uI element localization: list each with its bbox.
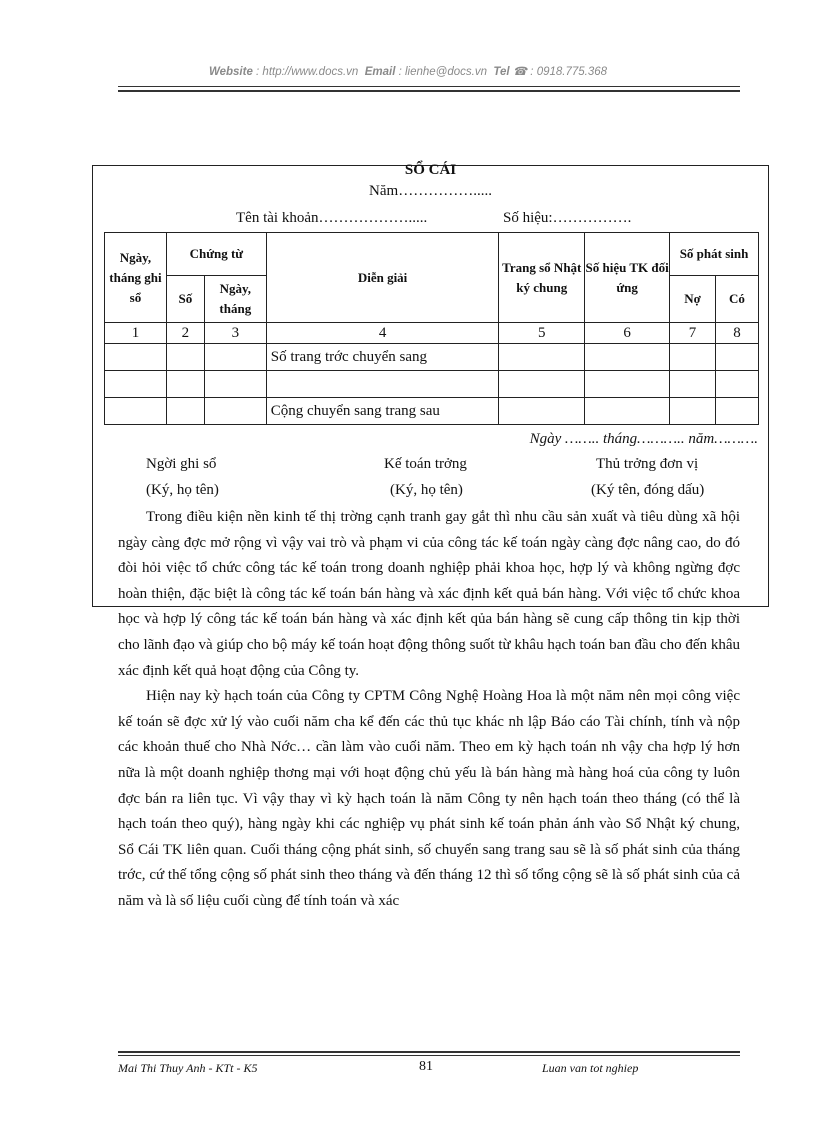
paragraph: Trong điều kiện nền kinh tế thị trờng cạnh tranh gay gắt thì nhu cầu sản xuất và tiêu dùng xã hội ngày càng đợc mở rộng vì vậy vai trò và phạm vi của công tác kế toán ngày càng đợc nâng cao, do đó đòi hỏi việc tổ chức công tác kế toán trong doanh nghiệp phải khoa học, hợp lý và không ngừng đợc hoàn thiện, đặc biệt là công tác kế toán bán hàng và xác định kết quả bán hàng. Với việc tổ chức khoa học và hợp lý công tác kế toán bán hàng và xác định kết qủa bán hàng sẽ cung cấp thông tin kịp thời cho lãnh đạo và giúp cho bộ máy kế toán hoạt động thông suốt từ khâu hạch toán ban đầu cho đến khâu xác định kết quả hoạt động của Công ty. xyxy=(118,509,740,679)
col-header-contra-account: Số hiệu TK đối ứng xyxy=(585,233,670,323)
email-label: Email xyxy=(364,66,396,78)
page-number: 81 xyxy=(419,1059,433,1074)
website-value[interactable]: : http://www.docs.vn xyxy=(256,66,359,78)
signature-role-director: Thủ trởng đơn vị xyxy=(596,456,699,472)
table-row xyxy=(105,344,759,371)
col-header-debit: Nợ xyxy=(670,276,716,323)
row-label-carry-forward: Cộng chuyển sang trang sau xyxy=(266,398,499,425)
col-number: 5 xyxy=(499,323,585,344)
col-header-date: Ngày, tháng ghi sổ xyxy=(105,233,167,323)
col-header-voucher-date: Ngày, tháng xyxy=(204,276,266,323)
footer-doc-type: Luan van tot nghiep xyxy=(542,1061,639,1075)
account-code-line: Số hiệu:……………. xyxy=(503,210,632,226)
row-label-empty xyxy=(266,371,499,398)
col-header-voucher-no: Số xyxy=(166,276,204,323)
header-rule-bottom xyxy=(118,90,740,92)
ledger-table xyxy=(104,232,759,425)
signature-note-director: (Ký tên, đóng dấu) xyxy=(591,482,705,498)
paragraph: Hiện nay kỳ hạch toán của Công ty CPTM Công Nghệ Hoàng Hoa là một năm nên mọi công việc kế toán sẽ đợc xử lý vào cuối năm cha kể đến các thủ tục khác nh lập Báo cáo Tài chính, tính và nộp các khoản thuế cho Nhà Nớc… cần làm vào cuối năm. Theo em kỳ hạch toán nh vậy cha hợp lý hơn nữa là một doanh nghiệp thơng mại với hoạt động chủ yếu là bán hàng mà hàng hoá của công ty luôn đợc bán ra liên tục. Vì vậy thay vì kỳ hạch toán là năm Công ty nên hạch toán theo tháng (có thể là hạch toán theo quý), hàng ngày khi các nghiệp vụ phát sinh kế toán phản ánh vào Sổ Nhật ký chung, Sổ Cái TK liên quan. Cuối tháng cộng phát sinh, số chuyển sang trang sau sẽ là số phát sinh của tháng trớc, cứ thế tổng cộng số phát sinh theo tháng và đến tháng 12 thì số tổng cộng sẽ là số phát sinh của cả năm và là số liệu cuối cùng để tính toán và xác xyxy=(118,688,740,909)
signature-role-recorder: Ngời ghi sổ xyxy=(146,456,217,472)
body-text xyxy=(118,505,740,915)
signature-note-chief-accountant: (Ký, họ tên) xyxy=(390,482,463,498)
col-header-amount: Số phát sinh xyxy=(670,233,759,276)
date-line: Ngày …….. tháng……….. năm………. xyxy=(529,431,758,447)
account-name-line: Tên tài khoản………………..... xyxy=(236,210,428,226)
table-row xyxy=(105,398,759,425)
col-number: 8 xyxy=(716,323,759,344)
col-number: 7 xyxy=(670,323,716,344)
tel-label: Tel xyxy=(493,66,510,78)
col-number: 3 xyxy=(204,323,266,344)
col-header-credit: Có xyxy=(716,276,759,323)
col-header-journal-page: Trang sổ Nhật ký chung xyxy=(499,233,585,323)
tel-value: ☎ : 0918.775.368 xyxy=(512,66,608,78)
ledger-title: SỔ CÁI xyxy=(404,162,457,178)
signature-role-chief-accountant: Kế toán trởng xyxy=(384,456,467,472)
website-label: Website xyxy=(208,66,253,78)
col-number: 1 xyxy=(105,323,167,344)
signature-note-recorder: (Ký, họ tên) xyxy=(146,482,219,498)
footer-author: Mai Thi Thuy Anh - KTt - K5 xyxy=(118,1061,258,1075)
ledger-year-line: Năm……………..... xyxy=(369,183,492,199)
row-label-brought-forward: Số trang trớc chuyển sang xyxy=(266,344,499,371)
email-value[interactable]: : lienhe@docs.vn xyxy=(398,66,487,78)
col-header-voucher: Chứng từ xyxy=(166,233,266,276)
footer-rule-top xyxy=(118,1051,740,1053)
footer-rule-bottom xyxy=(118,1055,740,1056)
col-number: 2 xyxy=(166,323,204,344)
col-number: 4 xyxy=(266,323,499,344)
page-header xyxy=(0,64,816,78)
col-number: 6 xyxy=(585,323,670,344)
col-header-desc: Diễn giải xyxy=(266,233,499,323)
table-row xyxy=(105,371,759,398)
header-rule-top xyxy=(118,86,740,87)
